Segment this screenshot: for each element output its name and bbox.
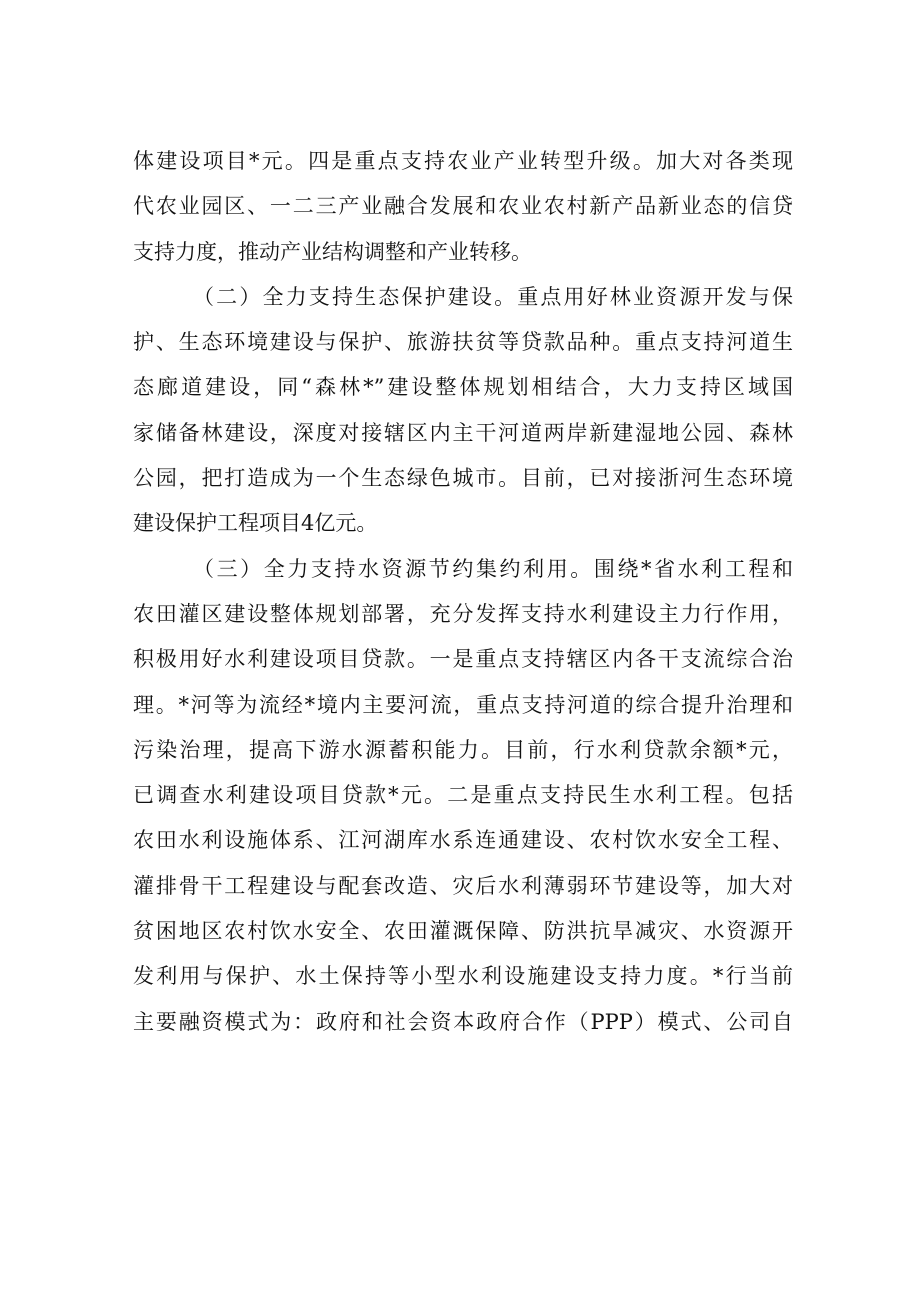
paragraph-1-line-3: 支持力度，推动产业结构调整和产业转移。 — [133, 239, 532, 264]
paragraph-3-line-9: 贫困地区农村饮水安全、农田灌溉保障、防洪抗旱减灾、水资源开 — [133, 919, 793, 944]
paragraph-2-line-1: （二）全力支持生态保护建设。重点用好林业资源开发与保 — [193, 284, 793, 309]
paragraph-3-line-3: 积极用好水利建设项目贷款。一是重点支持辖区内各干支流综合治 — [133, 647, 793, 672]
paragraph-3-line-5: 污染治理，提高下游水源蓄积能力。目前，行水利贷款余额*元， — [133, 737, 793, 762]
paragraph-2-line-3: 态廊道建设，同“森林*”建设整体规划相结合，大力支持区域国 — [133, 375, 793, 400]
paragraph-2-line-2: 护、生态环境建设与保护、旅游扶贫等贷款品种。重点支持河道生 — [133, 330, 793, 355]
paragraph-3-line-11: 主要融资模式为：政府和社会资本政府合作（PPP）模式、公司自 — [133, 1009, 793, 1034]
paragraph-2-line-4: 家储备林建设，深度对接辖区内主干河道两岸新建湿地公园、森林 — [133, 420, 793, 445]
paragraph-3-line-10: 发利用与保护、水土保持等小型水利设施建设支持力度。*行当前 — [133, 964, 793, 989]
paragraph-3-line-4: 理。*河等为流经*境内主要河流，重点支持河道的综合提升治理和 — [133, 692, 793, 717]
paragraph-1-line-1: 体建设项目*元。四是重点支持农业产业转型升级。加大对各类现 — [133, 149, 793, 173]
paragraph-2-line-6: 建设保护工程项目4亿元。 — [133, 511, 378, 536]
document-body — [133, 139, 793, 1045]
paragraph-3-line-6: 已调查水利建设项目贷款*元。二是重点支持民生水利工程。包括 — [133, 783, 793, 808]
paragraph-3-line-1: （三）全力支持水资源节约集约利用。围绕*省水利工程和 — [193, 556, 793, 581]
paragraph-2-line-5: 公园，把打造成为一个生态绿色城市。目前，已对接浙河生态环境 — [133, 466, 793, 491]
paragraph-1-line-2: 代农业园区、一二三产业融合发展和农业农村新产品新业态的信贷 — [133, 194, 793, 219]
paragraph-3-line-7: 农田水利设施体系、江河湖库水系连通建设、农村饮水安全工程、 — [133, 828, 793, 853]
paragraph-3-line-2: 农田灌区建设整体规划部署，充分发挥支持水利建设主力行作用， — [133, 601, 793, 626]
paragraph-3-line-8: 灌排骨干工程建设与配套改造、灾后水利薄弱环节建设等，加大对 — [133, 873, 793, 898]
